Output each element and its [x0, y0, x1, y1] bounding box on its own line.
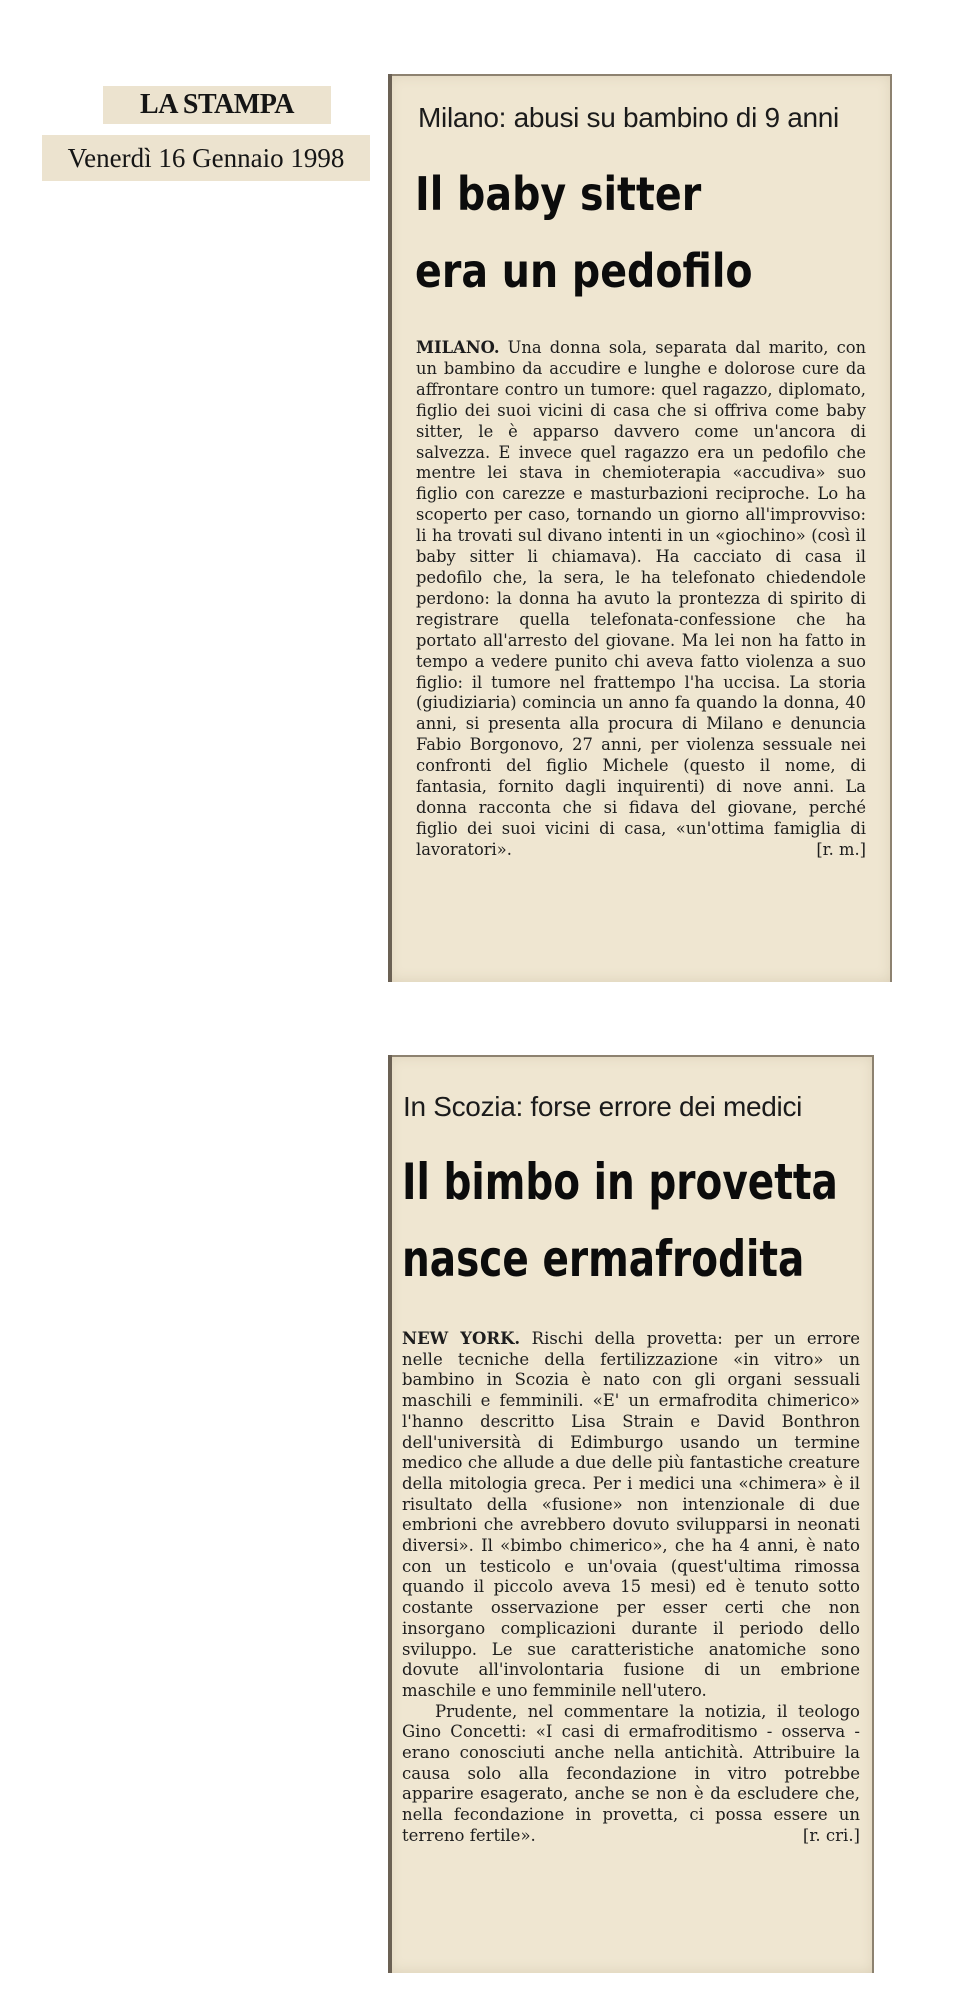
clipping-edge	[890, 74, 892, 982]
article-kicker: In Scozia: forse errore dei medici	[403, 1091, 803, 1122]
clipping-edge	[872, 1055, 874, 1973]
article-clipping-1	[388, 74, 892, 982]
article-clipping-2	[388, 1055, 874, 1973]
article-headline: Il bimbo in provetta	[402, 1153, 838, 1211]
clipping-edge	[388, 1055, 392, 1973]
publication-date: Venerdì 16 Gennaio 1998	[42, 135, 370, 181]
article-text: Rischi della provetta: per un errore nelle tecniche della fertilizzazione «in vitro» un bambino in Scozia è nato con gli organi sessuali maschili e femminili. «E' un ermafrodita chimerico» l'hanno descritto Lisa Strain e David Bonthron dell'università di Edimburgo usando un termine medico che allude a due delle più fantastiche creature della mitologia greca. Per i medici una «chimera» è il risultato della «fusione» non intenzionale di due embrioni che avrebbero dovuto svilupparsi in neonati diversi». Il «bimbo chimerico», che ha 4 anni, è nato con un testicolo e un'ovaia (quest'ultima rimossa quando il piccolo aveva 15 mesi) ed è tenuto sotto costante osservazione per esser certi che non insorgano complicazioni durante il periodo dello sviluppo. Le sue caratteristiche anatomiche sono dovute all'involontaria fusione di un embrione maschile e uno femminile nell'utero.	[402, 1329, 860, 1700]
article-signature: [r. m.]	[816, 839, 866, 859]
article-headline: nasce ermafrodita	[402, 1230, 805, 1288]
newspaper-name: LA STAMPA	[103, 86, 331, 124]
article-body	[402, 1329, 860, 1847]
article-body	[416, 338, 866, 861]
article-text: Prudente, nel commentare la notizia, il teologo Gino Concetti: «I casi di ermafroditismo - osserva - erano conosciuti anche nella antichità. Attribuire la causa solo alla fecondazione in vitro potrebbe apparire esagerato, anche se non è da escludere che, nella fecondazione in provetta, ci possa essere un terreno fertile».	[402, 1701, 860, 1845]
article-lead: NEW YORK.	[402, 1329, 521, 1348]
clipping-edge	[388, 1055, 874, 1057]
article-kicker: Milano: abusi su bambino di 9 anni	[418, 102, 839, 133]
article-text: Una donna sola, separata dal marito, con un bambino da accudire e lunghe e dolorose cure da affrontare contro un tumore: quel ragazzo, diplomato, figlio dei suoi vicini di casa che si offriva come baby sitter, le è apparso davvero come un'ancora di salvezza. E invece quel ragazzo era un pedofilo che mentre lei stava in chemioterapia «accudiva» suo figlio con carezze e masturbazioni reciproche. Lo ha scoperto per caso, tornando un giorno all'improvviso: li ha trovati sul divano intenti in un «giochino» (così il baby sitter li chiamava). Ha cacciato di casa il pedofilo che, la sera, le ha telefonato chiedendole perdono: la donna ha avuto la prontezza di spirito di registrare quella telefonata-confessione che ha portato all'arresto del giovane. Ma lei non ha fatto in tempo a vedere punito chi aveva fatto violenza a suo figlio: il tumore nel frattempo l'ha uccisa. La storia (giudiziaria) comincia un anno fa quando la donna, 40 anni, si presenta alla procura di Milano e denuncia Fabio Borgonovo, 27 anni, per violenza sessuale nei confronti del figlio Michele (questo il nome, di fantasia, fornito dagli inquirenti) di nove anni. La donna racconta che si fidava del giovane, perché figlio dei suoi vicini di casa, «un'ottima famiglia di lavoratori».	[416, 338, 866, 859]
clipping-edge	[388, 74, 892, 76]
article-headline: era un pedofilo	[415, 244, 753, 298]
article-signature: [r. cri.]	[802, 1825, 860, 1845]
clipping-edge	[388, 74, 392, 982]
article-headline: Il baby sitter	[415, 167, 702, 221]
article-lead: MILANO.	[416, 338, 500, 357]
